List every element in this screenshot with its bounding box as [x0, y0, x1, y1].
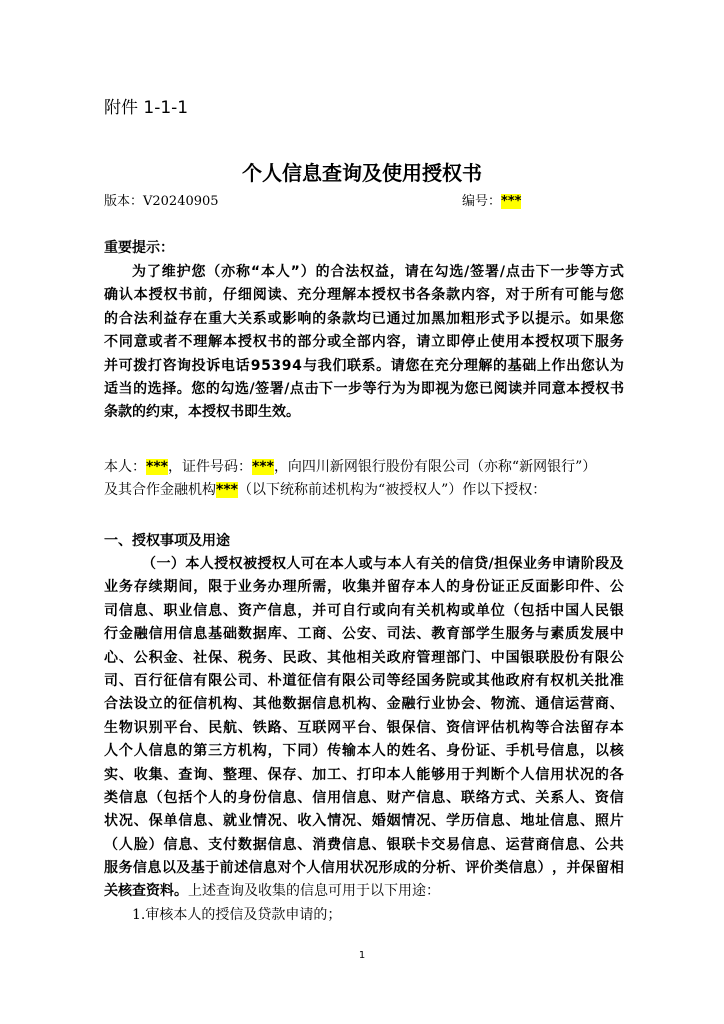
party-text: ，证件号码： — [167, 459, 252, 475]
section1-line: 行 金 融 信 用 信 息 基 础 数 据 库 、 工 商 、 公 安 、 司 法 、 教 育 部 学 生 服 务 与 素 质 发 展 中 — [104, 626, 624, 643]
name-highlight: *** — [146, 459, 168, 475]
party-text: 本人： — [104, 459, 146, 475]
section1-line: 服 务 信 息 以 及 基 于 前 述 信 息 对 个 人 信 用 状 况 形 成 的 分 析 、 评 价 类 信 息 ） ， 并 保 留 相 — [104, 860, 624, 877]
section1-line: 生 物 识 别 平 台 、 民 航 、 铁 路 、 互 联 网 平 台 、 银 保 信 、 资 信 评 估 机 构 等 合 法 留 存 本 — [104, 719, 624, 736]
notice-heading: 重要提示： — [104, 240, 174, 256]
section1-line: 业 务 存 续 期 间 ， 限 于 业 务 办 理 所 需 ， 收 集 并 留 存 本 人 的 身 份 证 正 反 面 影 印 件 、 公 — [104, 579, 624, 596]
notice-line: 并 可 拨 打 咨 询 投 诉 电 话 9 5 3 9 4 与 我 们 联 系 。 请 您 在 充 分 理 解 的 基 础 上 作 出 您 认 为 — [104, 357, 624, 374]
party-paragraph — [104, 456, 624, 503]
notice-line: 条款的约束，本授权书即生效。 — [104, 404, 300, 421]
notice-line: 不 同 意 或 者 不 理 解 本 授 权 书 的 部 分 或 全 部 内 容 ， 请 立 即 停 止 使 用 本 授 权 项 下 服 务 — [104, 334, 624, 351]
section1-line: 司 信 息 、 职 业 信 息 、 资 产 信 息 ， 并 可 自 行 或 向 有 关 机 构 或 单 位 （ 包 括 中 国 人 民 银 — [104, 602, 624, 619]
serial-number — [462, 190, 521, 209]
id-number-highlight: *** — [251, 459, 274, 475]
sub-item-1: 1.审核本人的授信及贷款申请的； — [132, 906, 342, 923]
serial-label: 编号： — [462, 194, 502, 209]
section1-line: 人 个 人 信 息 的 第 三 方 机 构 ， 下 同 ） 传 输 本 人 的 姓 名 、 身 份 证 、 手 机 号 信 息 ， 以 核 — [104, 743, 624, 760]
section1-line: 类 信 息 （ 包 括 个 人 的 身 份 信 息 、 信 用 信 息 、 财 产 信 息 、 联 络 方 式 、 关 系 人 、 资 信 — [104, 789, 624, 806]
normal-text: 上述查询及收集的信息可用于以下用途： — [188, 883, 440, 900]
notice-line: 的 合 法 利 益 存 在 重 大 关 系 或 影 响 的 条 款 均 已 通 过 加 黑 加 粗 形 式 予 以 提 示 。 如 果 您 — [104, 310, 624, 327]
section1-line: 心 、 公 积 金 、 社 保 、 税 务 、 民 政 、 其 他 相 关 政 府 管 理 部 门 、 中 国 银 联 股 份 有 限 公 — [104, 649, 624, 666]
section-heading: 一、授权事项及用途 — [104, 533, 230, 549]
version-label: 版本：V20240905 — [104, 194, 219, 209]
section1-line: （ 人 脸 ） 信 息 、 支 付 数 据 信 息 、 消 费 信 息 、 银 联 卡 交 易 信 息 、 运 营 商 信 息 、 公 共 — [104, 836, 624, 853]
notice-line: 适 当 的 选 择 。 您 的 勾 选 / 签 署 / 点 击 下 一 步 等 行 为 为 即 视 为 您 已 阅 读 并 同 意 本 授 权 书 — [104, 380, 624, 397]
document-title: 个人信息查询及使用授权书 — [242, 161, 482, 185]
section1-line: （ 一 ） 本 人 授 权 被 授 权 人 可 在 本 人 或 与 本 人 有 关 的 信 贷 / 担 保 业 务 申 请 阶 段 及 — [142, 556, 624, 572]
bold-text: 关核查资料。 — [104, 883, 188, 900]
section1-line: 合 法 设 立 的 征 信 机 构 、 其 他 数 据 信 息 机 构 、 金 融 行 业 协 会 、 物 流 、 通 信 运 营 商 、 — [104, 696, 624, 713]
party-text: 及其合作金融机构 — [104, 482, 216, 499]
serial-value-highlight: *** — [501, 194, 522, 209]
party-line-1 — [104, 456, 624, 479]
notice-paragraph — [104, 261, 624, 425]
section1-line: 实 、 收 集 、 查 询 、 整 理 、 保 存 、 加 工 、 打 印 本 人 能 够 用 于 判 断 个 人 信 用 状 况 的 各 — [104, 766, 624, 783]
party-text: （以下统称前述机构为“被授权人”）作以下授权： — [237, 482, 547, 499]
section1-last-line — [104, 880, 624, 903]
page-number: 1 — [358, 950, 366, 961]
party-line-2 — [104, 479, 624, 502]
section1-paragraph — [104, 553, 624, 927]
party-text: ，向四川新网银行股份有限公司（亦称“新网银行”） — [273, 459, 597, 475]
section1-line: 司 、 百 行 征 信 有 限 公 司 、 朴 道 征 信 有 限 公 司 等 经 国 务 院 或 其 他 政 府 有 权 机 关 批 准 — [104, 672, 624, 689]
notice-line: 为 了 维 护 您 （ 亦 称 “ 本 人 ” ） 的 合 法 权 益 ， 请 在 勾 选 / 签 署 / 点 击 下 一 步 等 方 式 — [132, 264, 624, 280]
section1-line: 状 况 、 保 单 信 息 、 就 业 情 况 、 收 入 情 况 、 婚 姻 情 况 、 学 历 信 息 、 地 址 信 息 、 照 片 — [104, 813, 624, 830]
partner-highlight: *** — [216, 482, 238, 499]
attachment-label: 附件 1-1-1 — [104, 98, 189, 118]
notice-line: 确 认 本 授 权 书 前 ， 仔 细 阅 读 、 充 分 理 解 本 授 权 书 各 条 款 内 容 ， 对 于 所 有 可 能 与 您 — [104, 287, 624, 304]
